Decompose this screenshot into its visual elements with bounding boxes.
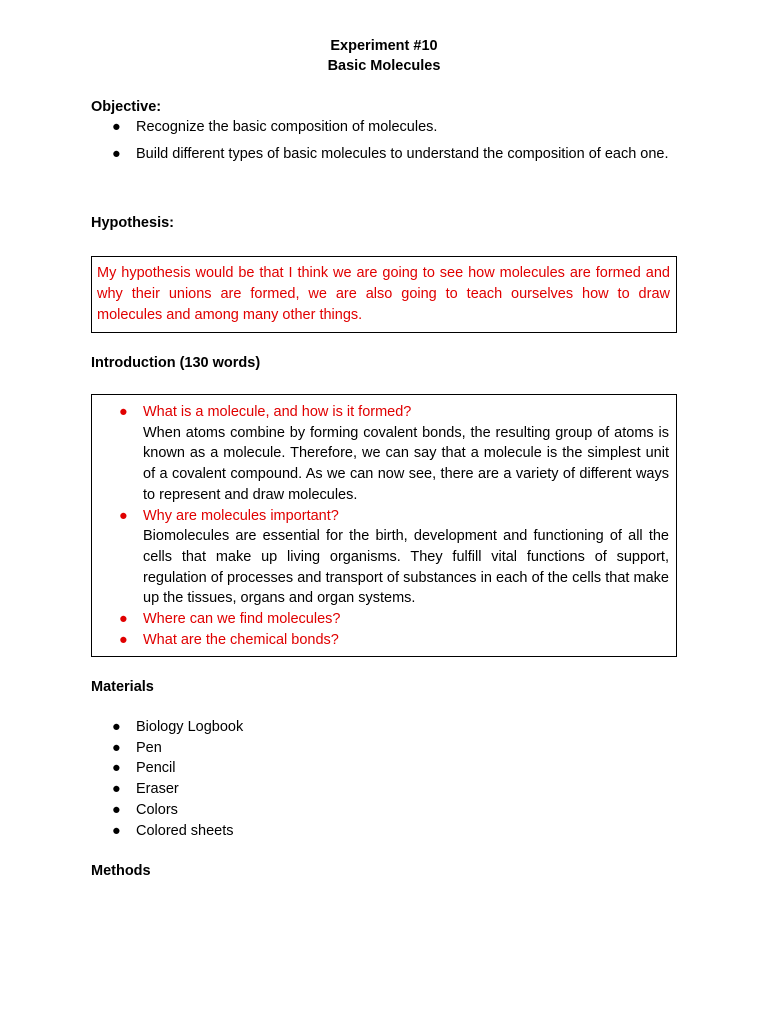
bullet-dot-icon: ● bbox=[119, 631, 128, 648]
bullet-dot-icon: ● bbox=[112, 119, 121, 135]
document-title-line2: Basic Molecules bbox=[327, 58, 441, 74]
bullet-dot-icon: ● bbox=[112, 781, 121, 798]
bullet-dot-icon: ● bbox=[112, 719, 121, 735]
list-item bbox=[0, 141, 676, 168]
bullet-dot-icon: ● bbox=[119, 611, 128, 628]
material-item-text: Pen bbox=[136, 739, 162, 756]
material-item-text: Eraser bbox=[136, 781, 179, 798]
bullet-dot-icon: ● bbox=[119, 404, 128, 420]
materials-list bbox=[0, 717, 676, 841]
material-item-text: Colored sheets bbox=[136, 822, 234, 839]
list-item bbox=[0, 738, 676, 759]
hypothesis-box bbox=[91, 256, 677, 333]
bullet-dot-icon: ● bbox=[119, 507, 128, 524]
list-item bbox=[0, 717, 676, 738]
list-item bbox=[0, 114, 676, 141]
list-item bbox=[0, 821, 676, 842]
material-item-text: Biology Logbook bbox=[136, 719, 244, 735]
objective-item-text: Build different types of basic molecules to understand the composition of each one. bbox=[136, 146, 669, 162]
bullet-dot-icon: ● bbox=[112, 739, 121, 756]
introduction-answer: Biomolecules are essential for the birth, development and functioning of all the cells that make up living organisms. They fulfill vital functions of support, regulation of processes and transport of substances in each of the cells that make up the tissues, organs and organ systems. bbox=[143, 528, 669, 607]
objective-list bbox=[0, 114, 676, 168]
introduction-question: Why are molecules important? bbox=[143, 507, 339, 524]
list-item bbox=[92, 609, 669, 630]
hypothesis-text: My hypothesis would be that I think we are going to see how molecules are formed and why their unions are formed, we are also going to teach ourselves how to draw molecules and among many other things. bbox=[97, 265, 670, 323]
list-item bbox=[92, 402, 669, 506]
introduction-question: Where can we find molecules? bbox=[143, 611, 341, 628]
methods-heading: Methods bbox=[91, 863, 151, 879]
document-title-line1: Experiment #10 bbox=[330, 38, 438, 54]
materials-heading: Materials bbox=[91, 679, 154, 695]
hypothesis-heading: Hypothesis: bbox=[91, 215, 174, 231]
bullet-dot-icon: ● bbox=[112, 801, 121, 818]
introduction-list bbox=[92, 402, 669, 650]
introduction-question: What is a molecule, and how is it formed? bbox=[143, 404, 412, 420]
bullet-dot-icon: ● bbox=[112, 146, 121, 162]
introduction-answer: When atoms combine by forming covalent bonds, the resulting group of atoms is known as a molecule. Therefore, we can say that a molecule is the simplest unit of a covalent compound. As we can now see, there are a variety of different ways to represent and draw molecules. bbox=[143, 424, 669, 503]
list-item bbox=[92, 506, 669, 610]
objective-item-text: Recognize the basic composition of molecules. bbox=[136, 119, 438, 135]
material-item-text: Colors bbox=[136, 801, 178, 818]
list-item bbox=[0, 758, 676, 779]
introduction-box bbox=[91, 394, 677, 657]
introduction-heading: Introduction (130 words) bbox=[91, 355, 261, 371]
introduction-question: What are the chemical bonds? bbox=[143, 631, 339, 648]
list-item bbox=[0, 779, 676, 800]
list-item bbox=[92, 630, 669, 651]
material-item-text: Pencil bbox=[136, 760, 176, 777]
bullet-dot-icon: ● bbox=[112, 822, 121, 839]
bullet-dot-icon: ● bbox=[112, 760, 121, 777]
objective-heading: Objective: bbox=[91, 99, 162, 115]
list-item bbox=[0, 800, 676, 821]
